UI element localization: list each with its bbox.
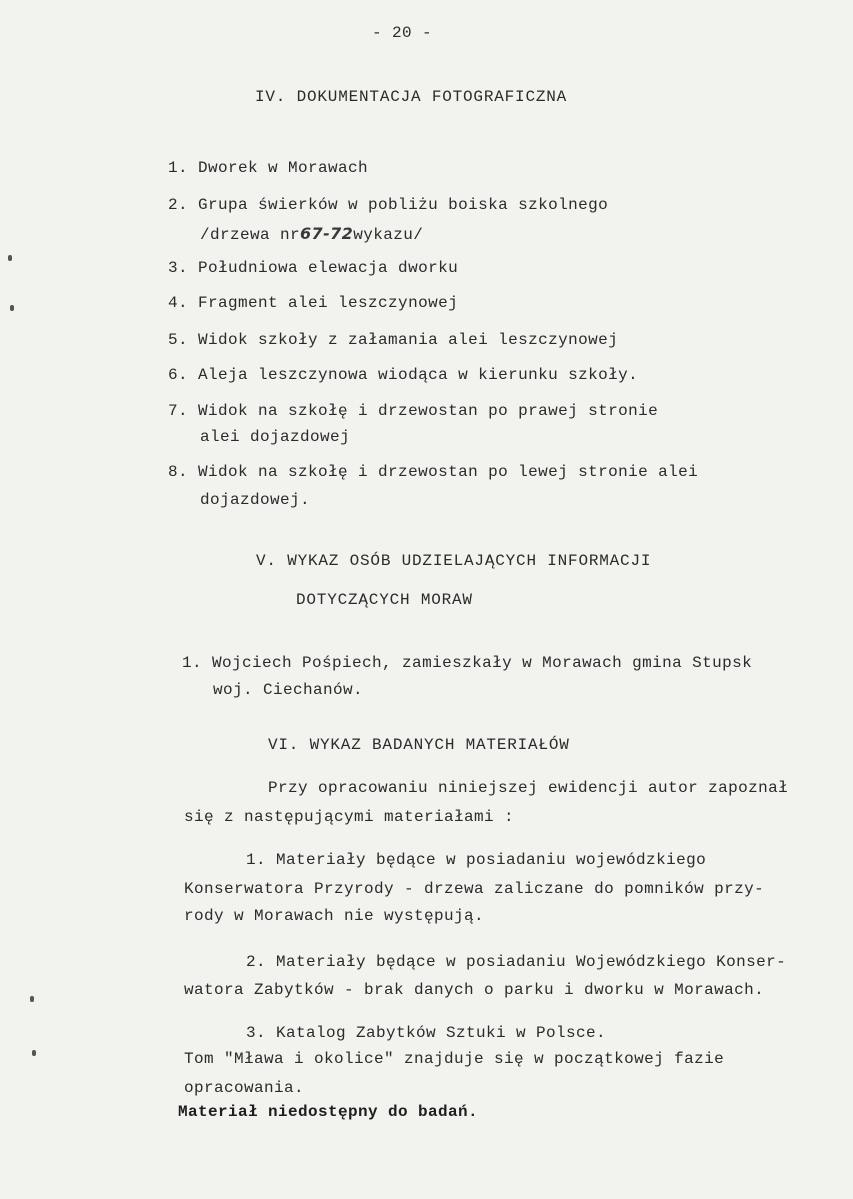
intro-text: Przy opracowaniu niniejszej ewidencji autor zapoznał (268, 779, 789, 797)
item-text: wykazu/ (353, 226, 424, 244)
material-2: 2. Materiały będące w posiadaniu Wojewódzkiego Konser- (246, 953, 787, 971)
material-3-continuation: opracowania. (184, 1079, 305, 1097)
material-2-continuation: watora Zabytków - brak danych o parku i dworku w Morawach. (184, 981, 765, 999)
material-1-continuation: rody w Morawach nie występują. (184, 907, 485, 925)
list-item (168, 259, 458, 277)
list-item (168, 294, 458, 312)
section-v-title-continuation: DOTYCZĄCYCH MORAW (296, 591, 473, 609)
item-text: Widok na szkołę i drzewostan po prawej stronie (198, 402, 659, 420)
informant-item (182, 654, 752, 672)
list-item (168, 463, 698, 481)
item-number: 1. (168, 159, 189, 177)
section-iv-title: IV. DOKUMENTACJA FOTOGRAFICZNA (255, 88, 568, 106)
material-1: 1. Materiały będące w posiadaniu wojewódzkiego (246, 851, 707, 869)
margin-speck (8, 255, 12, 261)
list-item (168, 402, 658, 420)
item-text: Aleja leszczynowa wiodąca w kierunku szkoły. (198, 366, 639, 384)
item-number: 8. (168, 463, 189, 481)
intro-text-continuation: się z następującymi materiałami : (184, 808, 515, 826)
item-text: Widok na szkołę i drzewostan po lewej stronie alei (198, 463, 699, 481)
material-3-note: Materiał niedostępny do badań. (178, 1103, 479, 1121)
item-text: Południowa elewacja dworku (198, 259, 459, 277)
item-number: 2. (168, 196, 189, 214)
item-number: 1. (182, 654, 203, 672)
list-item (168, 331, 618, 349)
item-number: 7. (168, 402, 189, 420)
informant-item-continuation: woj. Ciechanów. (213, 681, 364, 699)
list-item (168, 196, 608, 214)
margin-speck (10, 305, 14, 311)
list-item-continuation: dojazdowej. (200, 491, 311, 509)
list-item-continuation: alei dojazdowej (200, 428, 351, 446)
item-text: /drzewa nr (200, 226, 301, 244)
list-item (168, 366, 638, 384)
item-text: Wojciech Pośpiech, zamieszkały w Morawach gmina Stupsk (212, 654, 753, 672)
item-text: Widok szkoły z załamania alei leszczynowej (198, 331, 619, 349)
margin-speck (32, 1050, 36, 1056)
item-text: Fragment alei leszczynowej (198, 294, 459, 312)
item-number: 6. (168, 366, 189, 384)
item-text: Grupa świerków w pobliżu boiska szkolnego (198, 196, 609, 214)
material-3: 3. Katalog Zabytków Sztuki w Polsce. (246, 1024, 607, 1042)
material-1-continuation: Konserwatora Przyrody - drzewa zaliczane do pomników przy- (184, 880, 765, 898)
material-3-continuation: Tom "Mława i okolice" znajduje się w początkowej fazie (184, 1050, 725, 1068)
item-number: 5. (168, 331, 189, 349)
handwritten-tree-numbers: 67-72 (300, 224, 354, 243)
list-item (168, 159, 368, 177)
item-text: Dworek w Morawach (198, 159, 369, 177)
list-item-continuation (200, 224, 423, 244)
item-number: 3. (168, 259, 189, 277)
margin-speck (30, 996, 34, 1002)
item-number: 4. (168, 294, 189, 312)
page-number: - 20 - (372, 24, 433, 42)
section-vi-title: VI. WYKAZ BADANYCH MATERIAŁÓW (268, 736, 570, 754)
section-v-title: V. WYKAZ OSÓB UDZIELAJĄCYCH INFORMACJI (256, 552, 652, 570)
